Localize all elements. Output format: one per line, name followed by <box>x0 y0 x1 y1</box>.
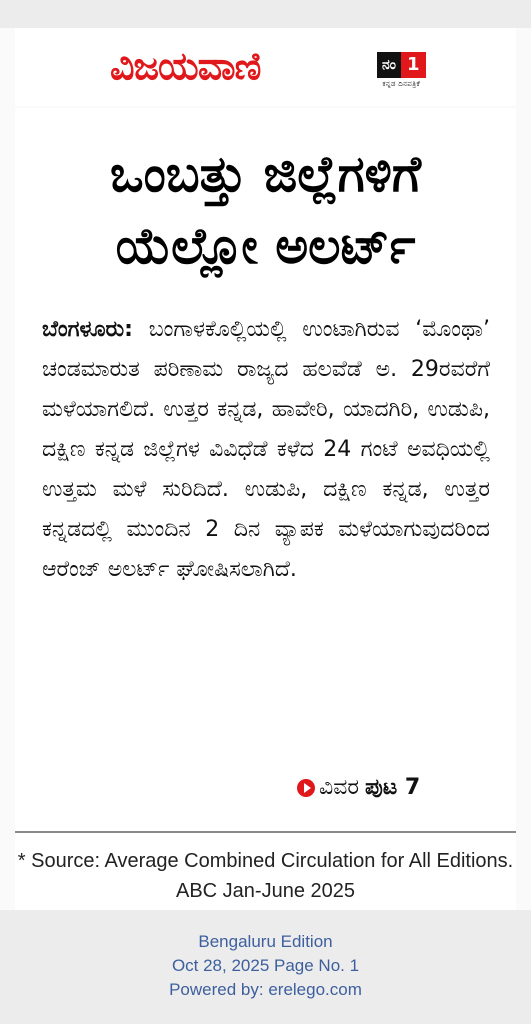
article-panel <box>15 108 516 910</box>
news-clip-card <box>0 28 531 910</box>
edition-meta <box>0 930 531 1002</box>
article-headline <box>15 138 516 282</box>
continue-link[interactable] <box>297 768 420 808</box>
number-one-badge <box>377 52 426 89</box>
badge-subtitle: ಕನ್ನಡ ದಿನಪತ್ರಿಕೆ <box>382 80 421 88</box>
headline-line-2: ಯೆಲ್ಲೋ ಅಲರ್ಟ್ <box>115 217 416 275</box>
erelego-link[interactable]: erelego.com <box>268 980 362 999</box>
powered-by <box>0 978 531 1002</box>
continue-page: ಪುಟ 7 <box>364 775 421 800</box>
continue-label: ವಿವರ <box>319 775 359 800</box>
headline-line-1: ಒಂಬತ್ತು ಜಿಲ್ಲೆಗಳಿಗೆ <box>110 145 421 203</box>
newspaper-logo: ವಿಜಯವಾಣಿ <box>110 44 261 88</box>
powered-by-prefix: Powered by: <box>169 980 269 999</box>
badge-box <box>377 52 426 78</box>
circulation-footnote: * Source: Average Combined Circulation for All Editions. ABC Jan-June 2025 <box>17 850 514 902</box>
badge-number-label: ನಂ <box>377 52 401 78</box>
edition-date-page: Oct 28, 2025 Page No. 1 <box>171 956 360 975</box>
badge-number-one: 1 <box>401 52 426 78</box>
edition-name: Bengaluru Edition <box>198 932 333 951</box>
article-dateline: ಬೆಂಗಳೂರು: <box>42 317 133 342</box>
masthead <box>15 28 516 106</box>
divider <box>15 831 516 833</box>
article-text: ಬಂಗಾಳಕೊಲ್ಲಿಯಲ್ಲಿ ಉಂಟಾಗಿರುವ ‘ಮೊಂಥಾ’ ಚಂಡಮಾರುತ ಪರಿಣಾಮ ರಾಜ್ಯದ ಹಲವೆಡೆ ಅ. 29ರವರೆಗೆ ಮಳೆಯಾಗಲಿದೆ. ಉತ್ತರ ಕನ್ನಡ, ಹಾವೇರಿ, ಯಾದಗಿರಿ, ಉಡುಪಿ, ದಕ್ಷಿಣ ಕನ್ನಡ ಜಿಲ್ಲೆಗಳ ವಿವಿಧೆಡೆ ಕಳೆದ 24 ಗಂಟೆ ಅವಧಿಯಲ್ಲಿ ಉತ್ತಮ ಮಳೆ ಸುರಿದಿದೆ. ಉಡುಪಿ, ದಕ್ಷಿಣ ಕನ್ನಡ, ಉತ್ತರ ಕನ್ನಡದಲ್ಲಿ ಮುಂದಿನ 2 ದಿನ ವ್ಯಾಪಕ ಮಳೆಯಾಗುವುದರಿಂದ ಆರೆಂಜ್ ಅಲರ್ಟ್ ಘೋಷಿಸಲಾಗಿದೆ. <box>42 317 490 582</box>
article-body <box>42 310 490 590</box>
play-icon <box>297 779 315 797</box>
